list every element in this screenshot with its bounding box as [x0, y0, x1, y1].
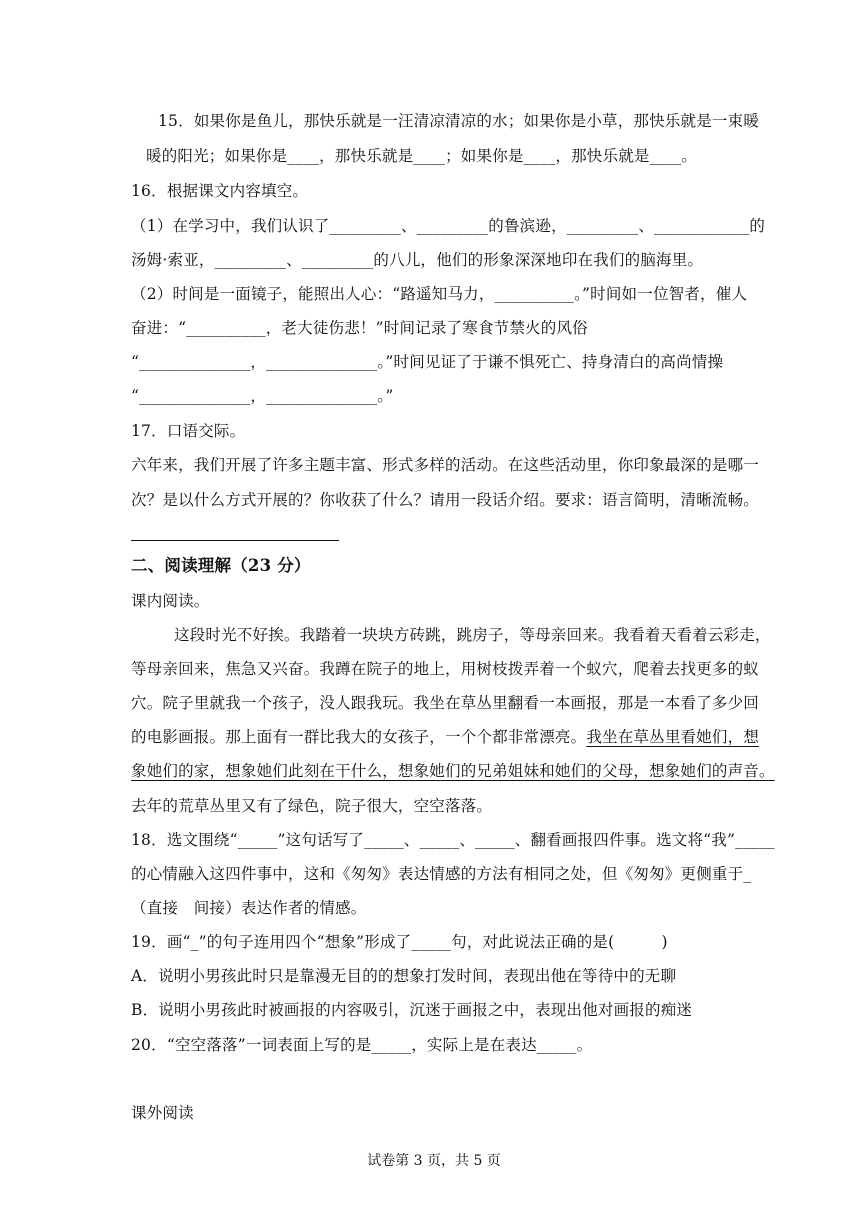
q20-line1: 20．“空空落落”一词表面上写的是_____，实际上是在表达_____。 [131, 1036, 593, 1054]
q18-line1: 18．选文围绕“_____”这句话写了_____、_____、_____、翻看画报四件事。选文将“我”_____ [131, 831, 775, 849]
q19-option-b: B．说明小男孩此时被画报的内容吸引，沉迷于画报之中，表现出他对画报的痴迷 [131, 1001, 693, 1019]
q18-line3: （直接 间接）表达作者的情感。 [131, 899, 367, 917]
passage-line1: 这段时光不好挨。我踏着一块块方砖跳，跳房子，等母亲回来。我看着天看着云彩走， [174, 626, 771, 644]
passage-line4-text: 的电影画报。那上面有一群比我大的女孩子，一个个都非常漂亮。 [131, 728, 587, 746]
underlined-sentence-end: 象她们的家，想象她们此刻在干什么，想象她们的兄弟姐妹和她们的父母，想象她们的声音。 [131, 762, 775, 780]
q17-line1: 六年来，我们开展了许多主题丰富、形式多样的活动。在这些活动里，你印象最深的是哪一 [131, 456, 760, 474]
q15-line1: 15．如果你是鱼儿，那快乐就是一汪清凉清凉的水；如果你是小草，那快乐就是一束暖 [158, 112, 760, 130]
section-title: 二、阅读理解（23 分） [131, 556, 311, 575]
q18-line2: 的心情融入这四件事中，这和《匆匆》表达情感的方法有相同之处，但《匆匆》更侧重于_ [131, 865, 752, 883]
underlined-sentence-start: 我坐在草丛里看她们，想 [586, 728, 760, 746]
q19-line1: 19．画“_”的句子连用四个“想象”形成了_____句，对此说法正确的是( ) [131, 933, 668, 951]
section-intro: 课内阅读。 [131, 592, 210, 610]
q16-p1-line2: 汤姆·索亚，_________、_________的八儿，他们的形象深深地印在我们的脑海里。 [131, 251, 704, 269]
passage-line4 [131, 726, 759, 748]
passage-line3: 穴。院子里就我一个孩子，没人跟我玩。我坐在草丛里翻看一本画报，那是一本看了多少回 [131, 694, 760, 712]
q19-option-a: A．说明小男孩此时只是靠漫无目的的想象打发时间，表现出他在等待中的无聊 [131, 967, 677, 985]
q16-p2-line1: （2）时间是一面镜子，能照出人心：“路遥知马力，__________。”时间如一位智者，催人 [131, 285, 748, 303]
page-footer: 试卷第 3 页，共 5 页 [367, 1153, 501, 1169]
passage-line2: 等母亲回来，焦急又兴奋。我蹲在院子的地上，用树枝拨弄着一个蚁穴，爬着去找更多的蚁 [131, 660, 760, 678]
answer-line [131, 540, 339, 541]
q17-title: 17．口语交际。 [131, 422, 246, 440]
extra-reading-title: 课外阅读 [131, 1104, 194, 1122]
q16-p1-line1: （1）在学习中，我们认识了_________、_________的鲁滨逊，_________、____________的 [131, 217, 766, 235]
q16-p2-line3: “______________，______________。”时间见证了于谦不惧死亡、持身清白的高尚情操 [131, 353, 724, 371]
q16-p2-line2: 奋进：“__________，老大徒伤悲！”时间记录了寒食节禁火的风俗 [131, 319, 588, 337]
q16-p2-line4: “______________，______________。” [131, 387, 394, 405]
passage-line6: 去年的荒草丛里又有了绿色，院子很大，空空落落。 [131, 797, 493, 815]
q16-title: 16．根据课文内容填空。 [131, 182, 309, 200]
q15-line2: 暖的阳光；如果你是____，那快乐就是____；如果你是____，那快乐就是____。 [146, 147, 698, 165]
q17-line2: 次？是以什么方式开展的？你收获了什么？请用一段话介绍。要求：语言简明，清晰流畅。 [131, 491, 760, 509]
